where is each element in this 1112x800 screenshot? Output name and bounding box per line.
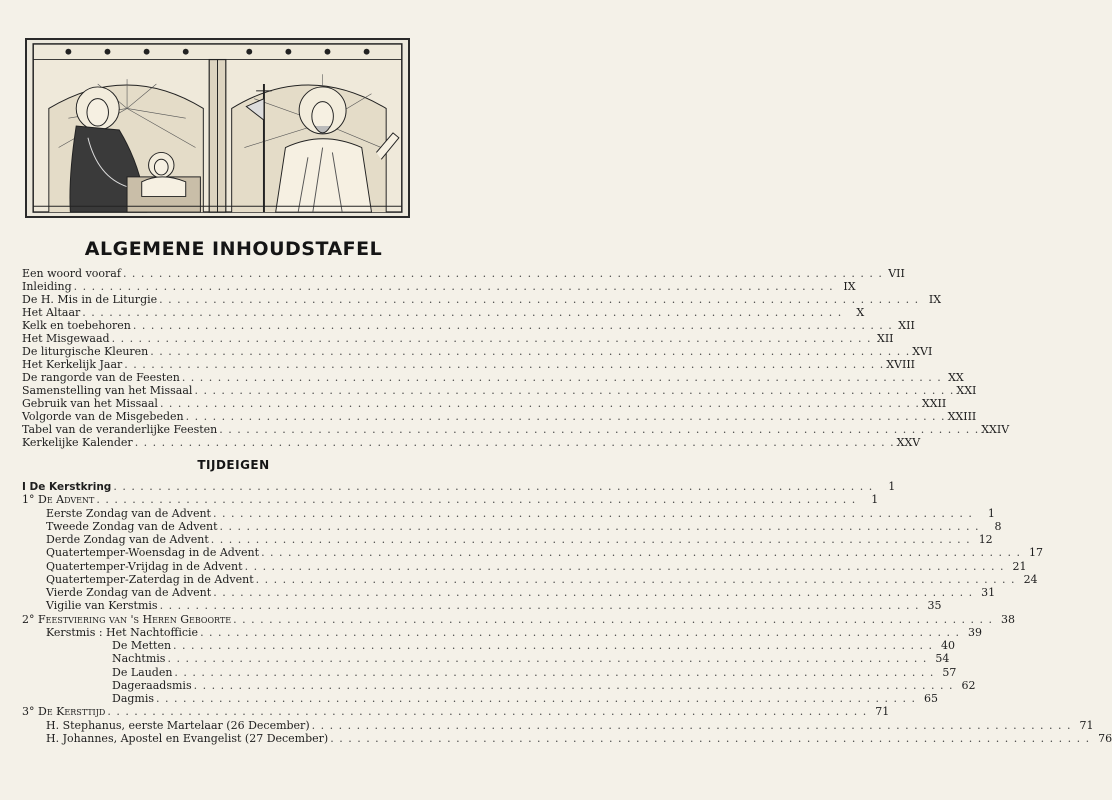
dot-leader — [74, 280, 834, 293]
dot-leader — [194, 679, 954, 692]
toc-entry-page: XXIV — [981, 423, 1010, 436]
toc-entry — [22, 423, 1010, 436]
dot-leader — [133, 319, 893, 332]
toc-entry-label: H. Johannes, Apostel en Evangelist (27 December) — [46, 731, 329, 745]
dot-leader — [160, 397, 920, 410]
toc-entry-label: Volgorde van de Misgebeden — [22, 410, 184, 423]
toc-entry-label: 3° De Kersttijd — [22, 705, 106, 719]
toc-entry-page: XXV — [896, 436, 921, 449]
dot-leader — [160, 599, 920, 612]
toc-entry-label: Quatertemper-Zaterdag in de Advent — [46, 572, 254, 586]
toc-entry — [22, 319, 915, 332]
dot-leader — [96, 493, 856, 506]
toc-entry-label: De rangorde van de Feesten — [22, 371, 180, 384]
toc-entry-label: Derde Zondag van de Advent — [46, 533, 209, 546]
dot-leader — [213, 507, 973, 520]
dot-leader — [330, 732, 1090, 745]
toc-entry-label: Vierde Zondag van de Advent — [46, 586, 212, 599]
dot-leader — [213, 586, 973, 599]
dot-leader — [82, 306, 842, 319]
dot-leader — [173, 639, 933, 652]
toc-entry-page: 24 — [1023, 572, 1038, 586]
toc-entry-page: 71 — [1079, 718, 1094, 732]
dot-leader — [261, 546, 1021, 559]
page-title: ALGEMENE INHOUDSTAFEL — [84, 238, 383, 260]
dot-leader — [219, 423, 979, 436]
toc-entry-page: 1 — [987, 506, 995, 520]
toc-entry-label: Gebruik van het Missaal — [22, 397, 158, 410]
dot-leader — [211, 533, 971, 546]
toc-entry-page: XXIII — [947, 410, 977, 423]
dot-leader — [167, 652, 927, 665]
dot-leader — [112, 332, 872, 345]
dot-leader — [107, 705, 867, 718]
dot-leader — [113, 480, 873, 493]
dot-leader — [156, 692, 916, 705]
toc-entry-page: 54 — [935, 652, 950, 666]
toc-entry-page: VII — [888, 267, 905, 280]
toc-entry — [22, 267, 905, 280]
toc-entry-label: Het Kerkelijk Jaar — [22, 358, 123, 371]
toc-entry-page: 21 — [1012, 559, 1027, 573]
toc-entry — [22, 705, 890, 719]
toc-entry — [22, 692, 938, 705]
dot-leader — [182, 371, 942, 384]
toc-entry-page: IX — [928, 293, 942, 306]
toc-entry-label: Nachtmis — [112, 652, 166, 666]
toc-entry — [22, 332, 894, 345]
toc-entry — [22, 384, 977, 397]
toc-entry-page: 31 — [981, 586, 996, 599]
toc-entry-label: H. Stephanus, eerste Martelaar (26 December) — [46, 718, 310, 732]
toc-entry-label: Samenstelling van het Missaal — [22, 384, 193, 397]
toc-entry — [22, 410, 977, 423]
toc-entry-page: XII — [876, 332, 894, 345]
toc-entry — [22, 559, 1027, 573]
toc-entry-label: Kelk en toebehoren — [22, 319, 131, 332]
toc-entry — [22, 639, 955, 652]
toc-entry — [22, 358, 916, 371]
dot-leader — [124, 358, 884, 371]
toc-entry-page: 40 — [940, 639, 955, 652]
toc-entry-page: 57 — [942, 665, 957, 679]
toc-entry — [22, 678, 976, 692]
main-table-of-contents — [22, 480, 1112, 745]
toc-entry-page: X — [856, 306, 865, 319]
toc-entry — [22, 731, 1112, 745]
dot-leader — [312, 719, 1072, 732]
toc-entry-page: XII — [898, 319, 915, 332]
toc-entry-page: XXII — [921, 397, 947, 410]
toc-entry — [22, 546, 1043, 560]
dot-leader — [233, 613, 993, 626]
toc-entry-page: 8 — [994, 519, 1002, 533]
toc-entry-page: 12 — [978, 533, 993, 546]
dot-leader — [194, 384, 954, 397]
dot-leader — [186, 410, 946, 423]
toc-entry-page: 76 — [1098, 731, 1112, 745]
toc-entry-page: 39 — [968, 625, 982, 639]
toc-entry — [22, 519, 1002, 533]
toc-entry-label: 1° De Advent — [22, 493, 95, 507]
toc-entry-label: De H. Mis in de Liturgie — [22, 293, 158, 306]
toc-entry-page: 1 — [871, 493, 879, 507]
toc-entry — [22, 625, 982, 639]
toc-entry — [22, 397, 947, 410]
toc-entry — [22, 718, 1094, 732]
toc-entry-label: 2° Feestviering van 's Heren Geboorte — [22, 612, 232, 626]
toc-entry-label: Eerste Zondag van de Advent — [46, 506, 211, 520]
toc-entry — [22, 345, 933, 358]
dot-leader — [150, 345, 910, 358]
toc-entry-page: XXI — [956, 384, 977, 397]
religious-illustration — [25, 38, 410, 218]
toc-entry — [22, 586, 996, 599]
toc-entry-label: Kerkelijke Kalender — [22, 436, 133, 449]
dot-leader — [159, 293, 919, 306]
toc-entry-page: 62 — [961, 678, 976, 692]
toc-entry — [22, 306, 865, 319]
toc-entry — [22, 599, 942, 613]
toc-entry — [22, 652, 950, 666]
toc-entry-page: IX — [843, 280, 856, 293]
toc-entry-label: Tweede Zondag van de Advent — [46, 519, 218, 533]
toc-entry-label: Quatertemper-Vrijdag in de Advent — [46, 559, 243, 573]
toc-entry-page: 17 — [1029, 546, 1043, 560]
toc-entry-label: Het Altaar — [22, 306, 81, 319]
toc-entry-label: De Metten — [112, 639, 172, 652]
toc-entry — [22, 572, 1038, 586]
toc-entry-page: 38 — [1001, 612, 1016, 626]
toc-entry-label: Quatertemper-Woensdag in de Advent — [46, 546, 260, 560]
toc-entry-page: 71 — [875, 705, 890, 719]
toc-entry-page: 65 — [923, 692, 938, 705]
dot-leader — [200, 626, 960, 639]
toc-entry — [22, 293, 942, 306]
toc-entry — [22, 612, 1016, 626]
toc-entry — [22, 480, 896, 493]
toc-entry-page: 1 — [888, 480, 896, 493]
dot-leader — [135, 436, 895, 449]
toc-entry-label: De liturgische Kleuren — [22, 345, 149, 358]
toc-entry-page: 35 — [927, 599, 942, 613]
toc-entry-label: Vigilie van Kerstmis — [46, 599, 158, 613]
toc-entry-page: XVIII — [886, 358, 916, 371]
dot-leader — [123, 267, 883, 280]
section-title: TIJDEIGEN — [197, 458, 270, 472]
dot-leader — [245, 560, 1005, 573]
toc-entry-label: Dageraadsmis — [112, 678, 192, 692]
toc-entry-label: De Lauden — [112, 665, 173, 679]
toc-entry — [22, 665, 957, 679]
toc-entry-label: Tabel van de veranderlijke Feesten — [22, 423, 218, 436]
dot-leader — [174, 666, 934, 679]
toc-entry — [22, 506, 995, 520]
intro-table-of-contents — [22, 267, 1010, 449]
toc-entry-page: XX — [948, 371, 964, 384]
toc-entry-label: Een woord vooraf — [22, 267, 121, 280]
toc-entry-label: Dagmis — [112, 692, 155, 705]
toc-entry-label: I De Kerstkring — [22, 481, 112, 493]
dot-leader — [220, 520, 980, 533]
dot-leader — [256, 573, 1016, 586]
toc-entry-page: XVI — [912, 345, 933, 358]
toc-entry — [22, 533, 993, 546]
toc-entry-label: Inleiding — [22, 280, 72, 293]
toc-entry — [22, 493, 879, 507]
toc-entry-label: Het Misgewaad — [22, 332, 110, 345]
toc-entry-label: Kerstmis : Het Nachtofficie — [46, 625, 199, 639]
toc-entry — [22, 371, 964, 384]
toc-entry — [22, 280, 856, 293]
toc-entry — [22, 436, 921, 449]
